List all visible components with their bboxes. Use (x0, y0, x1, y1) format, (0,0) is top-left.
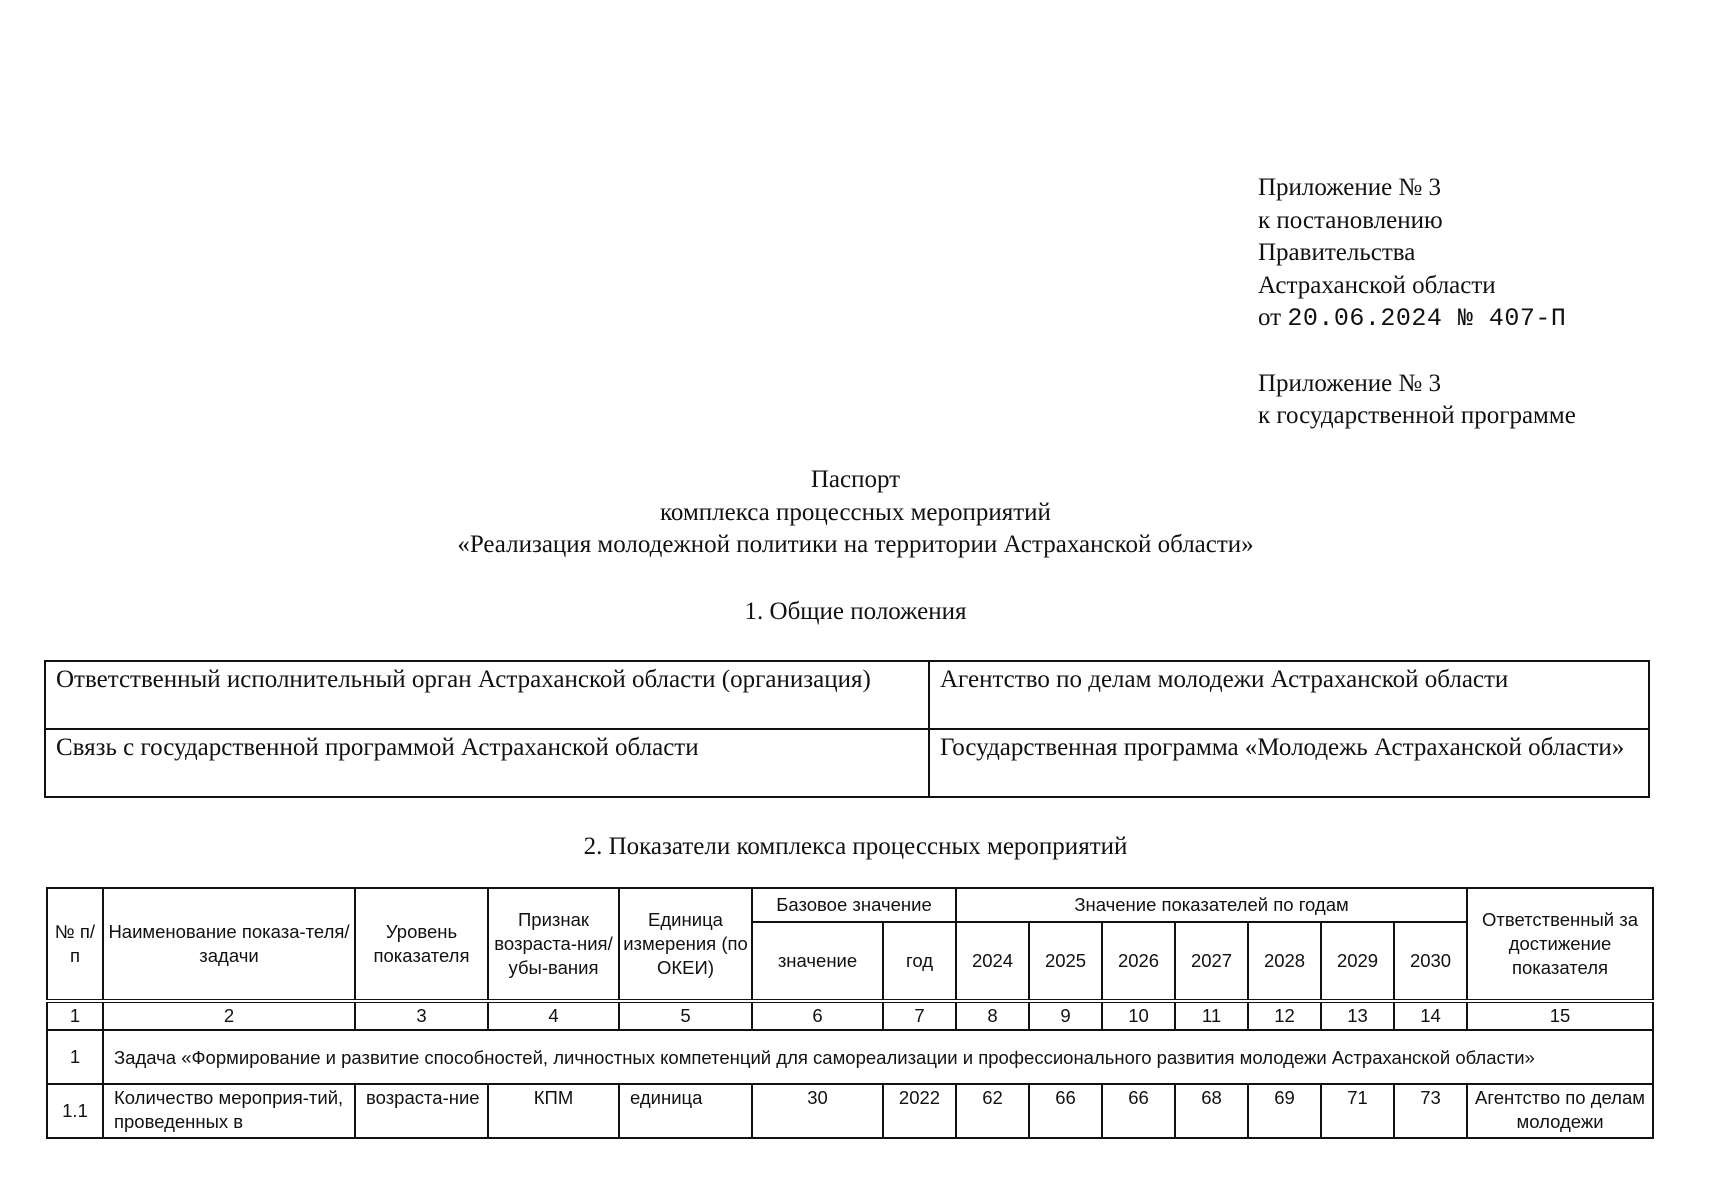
approval-line: Приложение № 3 (1258, 174, 1442, 201)
column-number: 12 (1248, 1001, 1321, 1030)
column-number: 6 (752, 1001, 883, 1030)
date-typed: 20.06.2024 № 407-П (1287, 304, 1567, 333)
row-responsible-text: Агентство по делам молодежи (1475, 1087, 1645, 1132)
column-number: 9 (1029, 1001, 1102, 1030)
row-base-value: 30 (752, 1084, 883, 1138)
row-label: Связь с государственной программой Астраханской области (45, 729, 929, 797)
appendix-line: к государственной программе (1258, 402, 1576, 429)
column-number: 13 (1321, 1001, 1394, 1030)
header-base-year: год (883, 922, 956, 1001)
header-level: Уровень показателя (355, 888, 488, 1001)
task-text: Задача «Формирование и развитие способностей, личностных компетенций для самореализации и профессионального развития молодежи Астраханской области» (103, 1030, 1653, 1084)
column-number: 7 (883, 1001, 956, 1030)
approval-line: Астраханской области (1258, 271, 1496, 299)
row-unit: единица (619, 1084, 752, 1138)
task-row (47, 1030, 1653, 1084)
header-base-value: значение (752, 922, 883, 1001)
header-year: 2025 (1029, 922, 1102, 1001)
date-prefix: от (1258, 304, 1282, 331)
column-number: 4 (488, 1001, 619, 1030)
row-name (103, 1084, 355, 1138)
column-numbers-row (47, 1001, 1653, 1030)
table-row (47, 1084, 1653, 1138)
column-number: 11 (1175, 1001, 1248, 1030)
header-row (47, 888, 1653, 922)
header-year: 2027 (1175, 922, 1248, 1001)
header-year: 2030 (1394, 922, 1467, 1001)
section-1-heading: 1. Общие положения (744, 598, 967, 625)
approval-date (1258, 302, 1576, 336)
approval-line: Правительства (1258, 239, 1416, 266)
header-year: 2029 (1321, 922, 1394, 1001)
row-value: 73 (1394, 1084, 1467, 1138)
column-number: 14 (1394, 1001, 1467, 1030)
table-row (45, 661, 1649, 729)
row-sign: КПМ (488, 1084, 619, 1138)
header-num: № п/п (47, 888, 103, 1001)
approval-stamp (1258, 172, 1576, 433)
indicators-table (46, 887, 1654, 1139)
title-line-1: Паспорт (810, 466, 901, 493)
task-num: 1 (47, 1030, 103, 1084)
column-number: 10 (1102, 1001, 1175, 1030)
column-number: 1 (47, 1001, 103, 1030)
header-years-group: Значение показателей по годам (956, 888, 1467, 922)
header-unit: Единица измерения (по ОКЕИ) (619, 888, 752, 1001)
row-base-year: 2022 (883, 1084, 956, 1138)
header-sign: Признак возраста-ния/ убы-вания (488, 888, 619, 1001)
column-number: 2 (103, 1001, 355, 1030)
row-responsible (1467, 1084, 1653, 1138)
row-value: 66 (1102, 1084, 1175, 1138)
row-value: 69 (1248, 1084, 1321, 1138)
section-2-heading: 2. Показатели комплекса процессных мероприятий (583, 833, 1128, 860)
row-value: Агентство по делам молодежи Астраханской области (929, 661, 1649, 729)
column-number: 5 (619, 1001, 752, 1030)
row-name-text: Количество мероприя-тий, проведенных в (114, 1087, 344, 1132)
header-year: 2028 (1248, 922, 1321, 1001)
column-number: 15 (1467, 1001, 1653, 1030)
row-label: Ответственный исполнительный орган Астраханской области (организация) (45, 661, 929, 729)
column-number: 3 (355, 1001, 488, 1030)
row-value: 66 (1029, 1084, 1102, 1138)
appendix-line: Приложение № 3 (1258, 369, 1442, 397)
row-level (355, 1084, 488, 1138)
document-title (0, 464, 1711, 562)
header-year: 2026 (1102, 922, 1175, 1001)
row-level-text: возраста-ние (366, 1087, 480, 1108)
title-line-2: комплекса процессных мероприятий (660, 498, 1051, 526)
approval-line: к постановлению (1258, 206, 1443, 234)
row-num: 1.1 (47, 1084, 103, 1138)
header-name: Наименование показа-теля/задачи (103, 888, 355, 1001)
title-line-3: «Реализация молодежной политики на территории Астраханской области» (457, 531, 1254, 558)
header-year: 2024 (956, 922, 1029, 1001)
header-base: Базовое значение (752, 888, 956, 922)
row-value: 71 (1321, 1084, 1394, 1138)
row-value: Государственная программа «Молодежь Астраханской области» (929, 729, 1649, 797)
table-row (45, 729, 1649, 797)
column-number: 8 (956, 1001, 1029, 1030)
row-value: 68 (1175, 1084, 1248, 1138)
header-responsible: Ответственный за достижение показателя (1467, 888, 1653, 1001)
row-value: 62 (956, 1084, 1029, 1138)
general-provisions-table (44, 660, 1650, 798)
